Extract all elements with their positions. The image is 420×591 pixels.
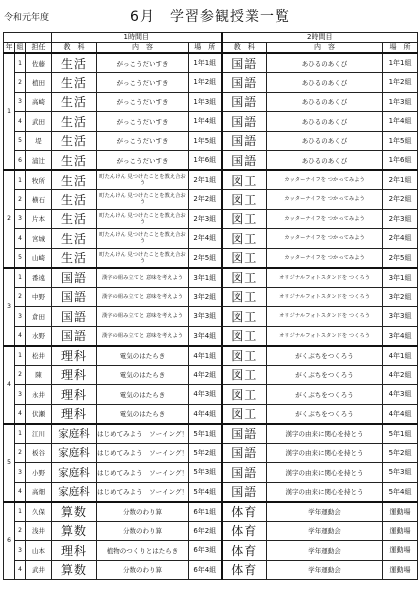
location-1-cell: 2年1組 [189, 170, 222, 190]
table-row [4, 482, 418, 502]
subject-2-cell: 国語 [222, 53, 267, 73]
location-1-cell: 1年6組 [189, 151, 222, 171]
class-cell: 2 [15, 365, 26, 385]
location-2-cell: 4年2組 [383, 365, 418, 385]
subject-1-cell: 家庭科 [52, 463, 97, 483]
location-2-cell: 5年1組 [383, 424, 418, 444]
teacher-cell: 牧所 [26, 170, 52, 190]
subject-2-cell: 図工 [222, 170, 267, 190]
header-blank [4, 33, 52, 43]
table-row [4, 385, 418, 405]
location-2-cell: 5年2組 [383, 443, 418, 463]
table-row [4, 190, 418, 210]
header-class: 組 [16, 43, 24, 51]
location-1-cell: 4年1組 [189, 346, 222, 366]
content-1-cell: 漢字の組み立てと 意味を考えよう [97, 287, 189, 307]
subject-1-cell: 家庭科 [52, 443, 97, 463]
teacher-cell: 永井 [26, 385, 52, 405]
location-2-cell: 運動場 [383, 502, 418, 522]
grade-cell: 1 [4, 53, 15, 170]
subject-1-cell: 国語 [52, 268, 97, 288]
table-row [4, 151, 418, 171]
class-cell: 3 [15, 92, 26, 112]
teacher-cell: 伏瀬 [26, 404, 52, 424]
subject-2-cell: 国語 [222, 463, 267, 483]
content-2-cell: 漢字の由来に関心を持とう [267, 424, 383, 444]
location-2-cell: 1年3組 [383, 92, 418, 112]
subject-2-cell: 図工 [222, 287, 267, 307]
content-1-cell: はじめてみよう ソーイング！ [97, 482, 189, 502]
content-1-cell: はじめてみよう ソーイング！ [97, 443, 189, 463]
subject-2-cell: 図工 [222, 268, 267, 288]
subject-2-cell: 図工 [222, 209, 267, 229]
location-2-cell: 4年1組 [383, 346, 418, 366]
location-2-cell: 2年2組 [383, 190, 418, 210]
class-cell: 3 [15, 307, 26, 327]
class-cell: 1 [15, 268, 26, 288]
location-1-cell: 1年5組 [189, 131, 222, 151]
location-2-cell: 3年4組 [383, 326, 418, 346]
subject-2-cell: 国語 [222, 92, 267, 112]
table-row [4, 131, 418, 151]
location-2-cell: 2年3組 [383, 209, 418, 229]
subject-1-cell: 理科 [52, 385, 97, 405]
class-cell: 1 [15, 346, 26, 366]
location-2-cell: 運動場 [383, 541, 418, 561]
subject-1-cell: 国語 [52, 287, 97, 307]
location-1-cell: 3年3組 [189, 307, 222, 327]
content-2-cell: カッターナイフを つかってみよう [267, 170, 383, 190]
table-row [4, 502, 418, 522]
content-1-cell: がっこうだいすき [97, 73, 189, 93]
teacher-cell: 佐藤 [26, 53, 52, 73]
location-2-cell: 4年3組 [383, 385, 418, 405]
subject-1-cell: 理科 [52, 365, 97, 385]
subject-1-cell: 生活 [52, 112, 97, 132]
location-2-cell: 1年5組 [383, 131, 418, 151]
class-cell: 3 [15, 463, 26, 483]
subject-1-cell: 国語 [52, 307, 97, 327]
class-cell: 1 [15, 502, 26, 522]
subject-2-cell: 図工 [222, 307, 267, 327]
content-2-cell: 学年運動会 [267, 560, 383, 580]
location-2-cell: 1年4組 [383, 112, 418, 132]
teacher-cell: 浦辻 [26, 151, 52, 171]
table-row [4, 229, 418, 249]
header-location-1: 場 所 [189, 43, 222, 54]
content-1-cell: 漢字の組み立てと 意味を考えよう [97, 307, 189, 327]
teacher-cell: 堤 [26, 131, 52, 151]
teacher-cell: 植田 [26, 73, 52, 93]
content-2-cell: がくぶちをつくろう [267, 346, 383, 366]
subject-2-cell: 図工 [222, 248, 267, 268]
content-2-cell: あひるのあくび [267, 112, 383, 132]
subject-2-cell: 図工 [222, 365, 267, 385]
subject-2-cell: 体育 [222, 541, 267, 561]
location-2-cell: 運動場 [383, 521, 418, 541]
class-cell: 3 [15, 209, 26, 229]
location-1-cell: 5年3組 [189, 463, 222, 483]
class-cell: 5 [15, 131, 26, 151]
content-1-cell: 町たんけん 見つけたことを教え合おう [97, 209, 189, 229]
teacher-cell: 高畑 [26, 482, 52, 502]
class-cell: 3 [15, 541, 26, 561]
content-2-cell: あひるのあくび [267, 151, 383, 171]
grade-cell: 2 [4, 170, 15, 268]
teacher-cell: 小野 [26, 463, 52, 483]
teacher-cell: 武田 [26, 112, 52, 132]
location-1-cell: 5年4組 [189, 482, 222, 502]
grade-cell: 5 [4, 424, 15, 502]
header-grade: 年 [5, 43, 13, 51]
location-2-cell: 1年1組 [383, 53, 418, 73]
header-row-periods [4, 33, 418, 43]
content-2-cell: 学年運動会 [267, 541, 383, 561]
content-2-cell: あひるのあくび [267, 53, 383, 73]
content-1-cell: 分数のわり算 [97, 502, 189, 522]
table-row [4, 365, 418, 385]
table-row [4, 443, 418, 463]
table-row [4, 463, 418, 483]
location-2-cell: 3年1組 [383, 268, 418, 288]
subject-1-cell: 生活 [52, 53, 97, 73]
table-row [4, 112, 418, 132]
schedule-body [4, 53, 418, 580]
content-1-cell: はじめてみよう ソーイング！ [97, 424, 189, 444]
teacher-cell: 武井 [26, 560, 52, 580]
table-row [4, 170, 418, 190]
subject-1-cell: 生活 [52, 209, 97, 229]
subject-1-cell: 理科 [52, 346, 97, 366]
teacher-cell: 板谷 [26, 443, 52, 463]
table-row [4, 287, 418, 307]
content-1-cell: 電気のはたらき [97, 385, 189, 405]
subject-2-cell: 体育 [222, 560, 267, 580]
content-2-cell: 学年運動会 [267, 521, 383, 541]
content-1-cell: がっこうだいすき [97, 53, 189, 73]
header-row-columns [4, 43, 418, 54]
table-row [4, 209, 418, 229]
table-row [4, 326, 418, 346]
content-2-cell: カッターナイフを つかってみよう [267, 209, 383, 229]
content-1-cell: がっこうだいすき [97, 112, 189, 132]
subject-1-cell: 生活 [52, 151, 97, 171]
subject-2-cell: 国語 [222, 482, 267, 502]
content-2-cell: カッターナイフを つかってみよう [267, 190, 383, 210]
subject-1-cell: 生活 [52, 248, 97, 268]
table-row [4, 560, 418, 580]
class-cell: 5 [15, 248, 26, 268]
class-cell: 4 [15, 560, 26, 580]
teacher-cell: 山崎 [26, 248, 52, 268]
table-row [4, 92, 418, 112]
teacher-cell: 松井 [26, 346, 52, 366]
subject-2-cell: 国語 [222, 131, 267, 151]
table-row [4, 268, 418, 288]
content-2-cell: オリジナルフォトスタンドを つくろう [267, 287, 383, 307]
class-cell: 4 [15, 482, 26, 502]
class-cell: 1 [15, 170, 26, 190]
teacher-cell: 宮城 [26, 229, 52, 249]
subject-2-cell: 図工 [222, 404, 267, 424]
content-1-cell: 町たんけん 見つけたことを教え合おう [97, 190, 189, 210]
content-2-cell: オリジナルフォトスタンドを つくろう [267, 268, 383, 288]
location-1-cell: 6年2組 [189, 521, 222, 541]
content-1-cell: 植物のつくりとはたらき [97, 541, 189, 561]
teacher-cell: 中野 [26, 287, 52, 307]
content-1-cell: 分数のわり算 [97, 560, 189, 580]
location-1-cell: 2年5組 [189, 248, 222, 268]
subject-1-cell: 生活 [52, 190, 97, 210]
location-1-cell: 6年1組 [189, 502, 222, 522]
content-2-cell: オリジナルフォトスタンドを つくろう [267, 307, 383, 327]
teacher-cell: 山本 [26, 541, 52, 561]
subject-2-cell: 図工 [222, 346, 267, 366]
class-cell: 2 [15, 521, 26, 541]
content-1-cell: はじめてみよう ソーイング！ [97, 463, 189, 483]
teacher-cell: 高崎 [26, 92, 52, 112]
location-1-cell: 4年3組 [189, 385, 222, 405]
teacher-cell: 久保 [26, 502, 52, 522]
class-cell: 4 [15, 404, 26, 424]
location-2-cell: 2年1組 [383, 170, 418, 190]
subject-2-cell: 図工 [222, 326, 267, 346]
teacher-cell: 江川 [26, 424, 52, 444]
class-cell: 2 [15, 443, 26, 463]
subject-2-cell: 国語 [222, 112, 267, 132]
content-1-cell: 町たんけん 見つけたことを教え合おう [97, 248, 189, 268]
subject-2-cell: 図工 [222, 190, 267, 210]
subject-2-cell: 国語 [222, 443, 267, 463]
schedule-table [3, 32, 418, 580]
content-2-cell: がくぶちをつくろう [267, 385, 383, 405]
content-1-cell: がっこうだいすき [97, 131, 189, 151]
content-1-cell: 漢字の組み立てと 意味を考えよう [97, 268, 189, 288]
header-period-1: 1時間目 [52, 33, 222, 43]
header-subject-1: 教 科 [52, 43, 97, 54]
class-cell: 2 [15, 73, 26, 93]
class-cell: 4 [15, 326, 26, 346]
table-row [4, 73, 418, 93]
location-1-cell: 5年1組 [189, 424, 222, 444]
location-1-cell: 1年2組 [189, 73, 222, 93]
location-2-cell: 3年2組 [383, 287, 418, 307]
location-2-cell: 4年4組 [383, 404, 418, 424]
teacher-cell: 陳 [26, 365, 52, 385]
header-content-1: 内 容 [97, 43, 189, 54]
class-cell: 1 [15, 53, 26, 73]
content-2-cell: がくぶちをつくろう [267, 365, 383, 385]
header-location-2: 場 所 [383, 43, 418, 54]
subject-1-cell: 算数 [52, 502, 97, 522]
subject-1-cell: 理科 [52, 541, 97, 561]
header-subject-2: 教 科 [222, 43, 267, 54]
content-1-cell: 電気のはたらき [97, 404, 189, 424]
content-1-cell: がっこうだいすき [97, 92, 189, 112]
location-2-cell: 1年2組 [383, 73, 418, 93]
content-2-cell: あひるのあくび [267, 92, 383, 112]
grade-cell: 6 [4, 502, 15, 580]
location-1-cell: 1年4組 [189, 112, 222, 132]
location-2-cell: 5年3組 [383, 463, 418, 483]
subject-1-cell: 家庭科 [52, 424, 97, 444]
teacher-cell: 浅井 [26, 521, 52, 541]
class-cell: 4 [15, 112, 26, 132]
table-row [4, 541, 418, 561]
class-cell: 2 [15, 287, 26, 307]
class-cell: 1 [15, 424, 26, 444]
subject-1-cell: 算数 [52, 521, 97, 541]
class-cell: 4 [15, 229, 26, 249]
location-1-cell: 6年3組 [189, 541, 222, 561]
location-2-cell: 運動場 [383, 560, 418, 580]
location-1-cell: 3年4組 [189, 326, 222, 346]
header-teacher: 担任 [26, 43, 52, 54]
content-2-cell: 漢字の由来に関心を持とう [267, 443, 383, 463]
teacher-cell: 倉田 [26, 307, 52, 327]
subject-2-cell: 国語 [222, 424, 267, 444]
location-1-cell: 3年2組 [189, 287, 222, 307]
teacher-cell: 片本 [26, 209, 52, 229]
class-cell: 3 [15, 385, 26, 405]
class-cell: 2 [15, 190, 26, 210]
header-content-2: 内 容 [267, 43, 383, 54]
content-2-cell: 漢字の由来に関心を持とう [267, 463, 383, 483]
table-row [4, 248, 418, 268]
school-year: 令和元年度 [4, 13, 50, 23]
content-2-cell: 漢字の由来に関心を持とう [267, 482, 383, 502]
subject-2-cell: 体育 [222, 502, 267, 522]
subject-1-cell: 生活 [52, 73, 97, 93]
page-title: 6月 学習参観授業一覧 [130, 9, 290, 25]
location-1-cell: 2年2組 [189, 190, 222, 210]
content-2-cell: オリジナルフォトスタンドを つくろう [267, 326, 383, 346]
location-1-cell: 5年2組 [189, 443, 222, 463]
location-1-cell: 6年4組 [189, 560, 222, 580]
location-2-cell: 1年6組 [383, 151, 418, 171]
location-1-cell: 1年3組 [189, 92, 222, 112]
subject-2-cell: 体育 [222, 521, 267, 541]
content-2-cell: あひるのあくび [267, 131, 383, 151]
location-2-cell: 2年5組 [383, 248, 418, 268]
grade-cell: 3 [4, 268, 15, 346]
class-cell: 6 [15, 151, 26, 171]
subject-1-cell: 理科 [52, 404, 97, 424]
subject-1-cell: 国語 [52, 326, 97, 346]
location-1-cell: 1年1組 [189, 53, 222, 73]
table-row [4, 424, 418, 444]
subject-2-cell: 図工 [222, 229, 267, 249]
header-period-2: 2時間目 [222, 33, 418, 43]
content-2-cell: あひるのあくび [267, 73, 383, 93]
content-2-cell: 学年運動会 [267, 502, 383, 522]
content-1-cell: 町たんけん 見つけたことを教え合おう [97, 229, 189, 249]
content-1-cell: 分数のわり算 [97, 521, 189, 541]
location-1-cell: 4年2組 [189, 365, 222, 385]
location-2-cell: 5年4組 [383, 482, 418, 502]
table-row [4, 346, 418, 366]
subject-2-cell: 国語 [222, 151, 267, 171]
content-1-cell: 電気のはたらき [97, 365, 189, 385]
subject-1-cell: 生活 [52, 170, 97, 190]
content-1-cell: 漢字の組み立てと 意味を考えよう [97, 326, 189, 346]
subject-2-cell: 図工 [222, 385, 267, 405]
table-row [4, 307, 418, 327]
content-1-cell: 電気のはたらき [97, 346, 189, 366]
subject-1-cell: 生活 [52, 229, 97, 249]
subject-1-cell: 生活 [52, 92, 97, 112]
location-2-cell: 3年3組 [383, 307, 418, 327]
location-2-cell: 2年4組 [383, 229, 418, 249]
subject-1-cell: 算数 [52, 560, 97, 580]
grade-cell: 4 [4, 346, 15, 424]
content-2-cell: カッターナイフを つかってみよう [267, 248, 383, 268]
location-1-cell: 2年4組 [189, 229, 222, 249]
location-1-cell: 2年3組 [189, 209, 222, 229]
table-row [4, 404, 418, 424]
content-2-cell: がくぶちをつくろう [267, 404, 383, 424]
table-row [4, 53, 418, 73]
content-2-cell: カッターナイフを つかってみよう [267, 229, 383, 249]
teacher-cell: 番遠 [26, 268, 52, 288]
teacher-cell: 横石 [26, 190, 52, 210]
location-1-cell: 3年1組 [189, 268, 222, 288]
subject-2-cell: 国語 [222, 73, 267, 93]
table-row [4, 521, 418, 541]
teacher-cell: 水野 [26, 326, 52, 346]
location-1-cell: 4年4組 [189, 404, 222, 424]
content-1-cell: がっこうだいすき [97, 151, 189, 171]
subject-1-cell: 生活 [52, 131, 97, 151]
content-1-cell: 町たんけん 見つけたことを教え合おう [97, 170, 189, 190]
subject-1-cell: 家庭科 [52, 482, 97, 502]
